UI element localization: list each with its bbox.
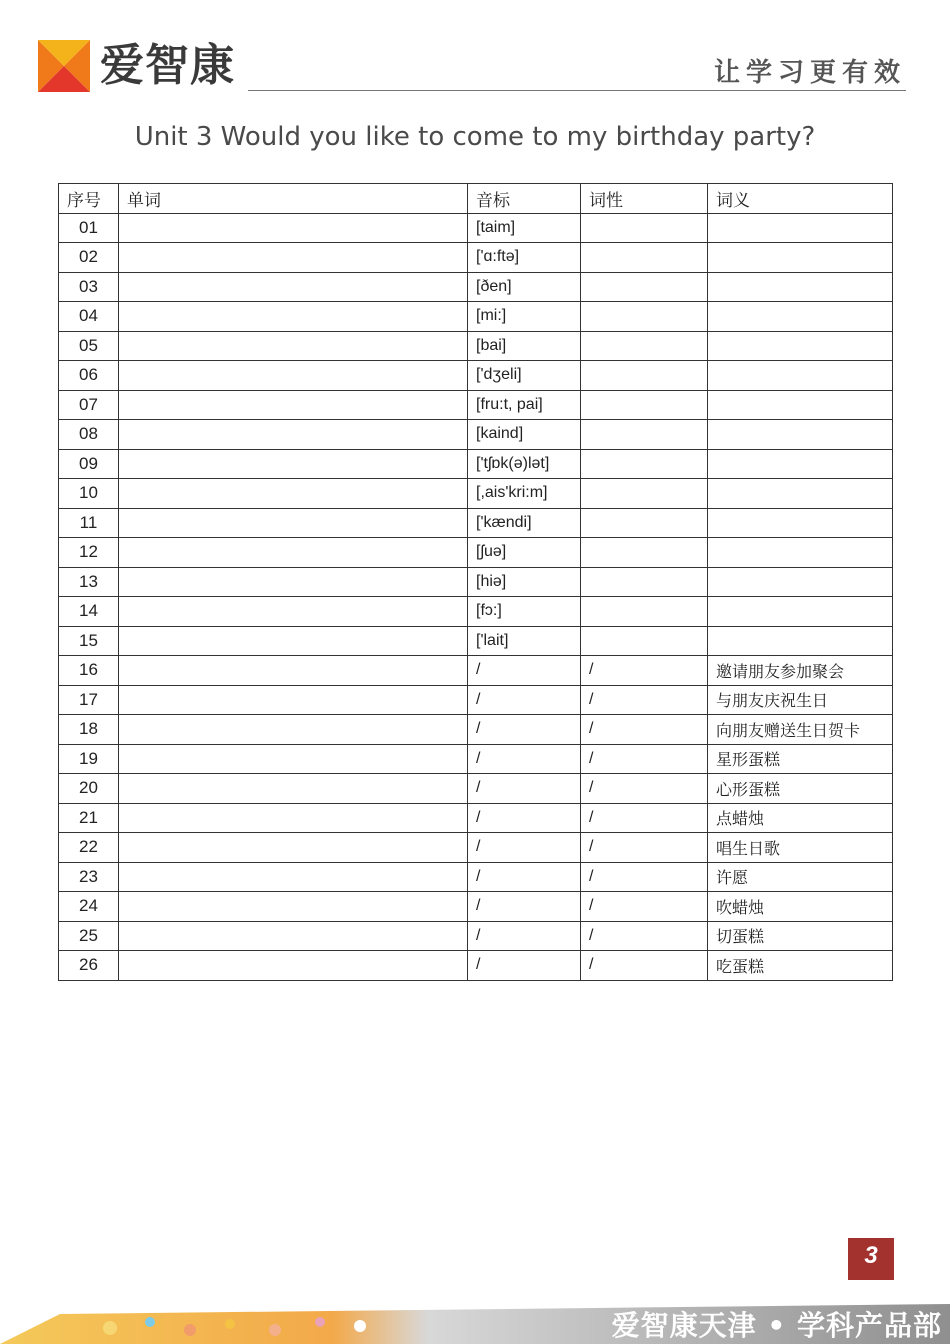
table-row — [59, 361, 893, 391]
cell-word — [119, 833, 468, 863]
cell-phonetic: / — [468, 774, 581, 804]
cell-part-of-speech: / — [581, 685, 708, 715]
cell-number: 16 — [59, 656, 119, 686]
cell-part-of-speech — [581, 390, 708, 420]
vocabulary-table — [58, 183, 893, 981]
table-row — [59, 951, 893, 981]
cell-number: 08 — [59, 420, 119, 450]
cell-word — [119, 567, 468, 597]
cell-meaning — [708, 538, 893, 568]
page-number-badge: 3 — [848, 1238, 894, 1280]
cell-number: 12 — [59, 538, 119, 568]
cell-meaning — [708, 272, 893, 302]
table-row — [59, 656, 893, 686]
cell-part-of-speech — [581, 479, 708, 509]
table-row — [59, 390, 893, 420]
cell-number: 02 — [59, 243, 119, 273]
cell-part-of-speech — [581, 449, 708, 479]
cell-phonetic: [mi:] — [468, 302, 581, 332]
cell-part-of-speech: / — [581, 833, 708, 863]
cell-word — [119, 656, 468, 686]
cell-meaning — [708, 213, 893, 243]
cell-word — [119, 302, 468, 332]
cell-phonetic: / — [468, 921, 581, 951]
cell-word — [119, 862, 468, 892]
cell-phonetic: [,ais'kri:m] — [468, 479, 581, 509]
cell-phonetic: [kaind] — [468, 420, 581, 450]
table-row — [59, 921, 893, 951]
cell-word — [119, 892, 468, 922]
table-row — [59, 833, 893, 863]
cell-part-of-speech — [581, 331, 708, 361]
cell-phonetic: ['lait] — [468, 626, 581, 656]
cell-phonetic: [fɔ:] — [468, 597, 581, 627]
cell-phonetic: / — [468, 803, 581, 833]
cell-word — [119, 213, 468, 243]
cell-meaning — [708, 597, 893, 627]
table-row — [59, 567, 893, 597]
cell-number: 07 — [59, 390, 119, 420]
cell-number: 13 — [59, 567, 119, 597]
cell-number: 05 — [59, 331, 119, 361]
cell-part-of-speech — [581, 508, 708, 538]
cell-number: 26 — [59, 951, 119, 981]
cell-meaning: 吹蜡烛 — [708, 892, 893, 922]
cell-phonetic: [fru:t, pai] — [468, 390, 581, 420]
cell-part-of-speech — [581, 567, 708, 597]
cell-part-of-speech: / — [581, 921, 708, 951]
cell-meaning — [708, 243, 893, 273]
header-meaning: 词义 — [708, 184, 893, 214]
cell-part-of-speech — [581, 272, 708, 302]
cell-meaning: 邀请朋友参加聚会 — [708, 656, 893, 686]
table-body — [59, 213, 893, 980]
cell-word — [119, 390, 468, 420]
cell-part-of-speech — [581, 597, 708, 627]
cell-part-of-speech — [581, 243, 708, 273]
table-row — [59, 715, 893, 745]
cell-phonetic: / — [468, 951, 581, 981]
cell-meaning: 唱生日歌 — [708, 833, 893, 863]
table-row — [59, 744, 893, 774]
header-word: 单词 — [119, 184, 468, 214]
cell-phonetic: ['kændi] — [468, 508, 581, 538]
cell-word — [119, 951, 468, 981]
cell-part-of-speech — [581, 361, 708, 391]
table-row — [59, 272, 893, 302]
cell-number: 15 — [59, 626, 119, 656]
cell-word — [119, 479, 468, 509]
cell-meaning — [708, 479, 893, 509]
header-phonetic: 音标 — [468, 184, 581, 214]
header-divider — [248, 90, 906, 91]
cell-word — [119, 921, 468, 951]
cell-meaning — [708, 449, 893, 479]
table-row — [59, 449, 893, 479]
cell-meaning: 切蛋糕 — [708, 921, 893, 951]
cell-word — [119, 331, 468, 361]
cell-meaning — [708, 331, 893, 361]
cell-part-of-speech — [581, 213, 708, 243]
cell-word — [119, 803, 468, 833]
cell-meaning — [708, 390, 893, 420]
cell-number: 14 — [59, 597, 119, 627]
table-header-row — [59, 184, 893, 214]
cell-phonetic: / — [468, 833, 581, 863]
cell-number: 06 — [59, 361, 119, 391]
table-row — [59, 213, 893, 243]
cell-phonetic: [bai] — [468, 331, 581, 361]
cell-phonetic: / — [468, 892, 581, 922]
cell-word — [119, 597, 468, 627]
cell-phonetic: [taim] — [468, 213, 581, 243]
table-row — [59, 862, 893, 892]
cell-phonetic: / — [468, 715, 581, 745]
cell-part-of-speech: / — [581, 803, 708, 833]
cell-number: 20 — [59, 774, 119, 804]
cell-word — [119, 449, 468, 479]
cell-part-of-speech: / — [581, 744, 708, 774]
table-row — [59, 420, 893, 450]
cell-phonetic: / — [468, 862, 581, 892]
cell-phonetic: / — [468, 685, 581, 715]
table-row — [59, 774, 893, 804]
slogan: 让学习更有效 — [713, 58, 906, 88]
cell-word — [119, 626, 468, 656]
cell-number: 10 — [59, 479, 119, 509]
cell-meaning: 吃蛋糕 — [708, 951, 893, 981]
cell-number: 03 — [59, 272, 119, 302]
cell-part-of-speech — [581, 302, 708, 332]
cell-number: 23 — [59, 862, 119, 892]
cell-meaning — [708, 420, 893, 450]
cell-meaning — [708, 302, 893, 332]
cell-number: 11 — [59, 508, 119, 538]
cell-word — [119, 744, 468, 774]
cell-meaning: 星形蛋糕 — [708, 744, 893, 774]
table-row — [59, 538, 893, 568]
cell-number: 21 — [59, 803, 119, 833]
cell-word — [119, 774, 468, 804]
cell-word — [119, 685, 468, 715]
table-row — [59, 685, 893, 715]
brand-name: 爱智康 — [100, 40, 235, 91]
cell-part-of-speech — [581, 420, 708, 450]
table-row — [59, 508, 893, 538]
cell-part-of-speech: / — [581, 862, 708, 892]
cell-meaning: 向朋友赠送生日贺卡 — [708, 715, 893, 745]
cell-phonetic: [ðen] — [468, 272, 581, 302]
header-part-of-speech: 词性 — [581, 184, 708, 214]
cell-phonetic: ['tʃɒk(ə)lət] — [468, 449, 581, 479]
cell-number: 18 — [59, 715, 119, 745]
cell-meaning — [708, 567, 893, 597]
cell-meaning — [708, 626, 893, 656]
cell-word — [119, 361, 468, 391]
cell-phonetic: [ʃuə] — [468, 538, 581, 568]
table-row — [59, 479, 893, 509]
cell-part-of-speech: / — [581, 892, 708, 922]
cell-word — [119, 272, 468, 302]
cell-word — [119, 508, 468, 538]
table-row — [59, 243, 893, 273]
table-row — [59, 626, 893, 656]
cell-part-of-speech: / — [581, 715, 708, 745]
cell-number: 24 — [59, 892, 119, 922]
cell-meaning: 心形蛋糕 — [708, 774, 893, 804]
cell-word — [119, 243, 468, 273]
footer-organization: 爱智康天津 • 学科产品部 — [611, 1309, 942, 1342]
cell-number: 17 — [59, 685, 119, 715]
cell-number: 04 — [59, 302, 119, 332]
table-row — [59, 302, 893, 332]
cell-number: 22 — [59, 833, 119, 863]
cell-part-of-speech: / — [581, 951, 708, 981]
cell-phonetic: / — [468, 656, 581, 686]
cell-word — [119, 420, 468, 450]
cell-part-of-speech — [581, 626, 708, 656]
cell-meaning: 许愿 — [708, 862, 893, 892]
cell-phonetic: / — [468, 744, 581, 774]
cell-number: 19 — [59, 744, 119, 774]
cell-part-of-speech — [581, 538, 708, 568]
cell-phonetic: ['ɑ:ftə] — [468, 243, 581, 273]
brand-logo-icon — [38, 40, 90, 92]
cell-number: 01 — [59, 213, 119, 243]
cell-meaning — [708, 361, 893, 391]
table-row — [59, 331, 893, 361]
cell-phonetic: ['dʒeli] — [468, 361, 581, 391]
cell-meaning: 点蜡烛 — [708, 803, 893, 833]
cell-word — [119, 538, 468, 568]
cell-meaning — [708, 508, 893, 538]
cell-number: 09 — [59, 449, 119, 479]
header-number: 序号 — [59, 184, 119, 214]
table-row — [59, 597, 893, 627]
table-row — [59, 803, 893, 833]
cell-word — [119, 715, 468, 745]
cell-number: 25 — [59, 921, 119, 951]
table-row — [59, 892, 893, 922]
cell-phonetic: [hiə] — [468, 567, 581, 597]
cell-meaning: 与朋友庆祝生日 — [708, 685, 893, 715]
cell-part-of-speech: / — [581, 656, 708, 686]
cell-part-of-speech: / — [581, 774, 708, 804]
page-title: Unit 3 Would you like to come to my birthday party? — [134, 122, 816, 152]
